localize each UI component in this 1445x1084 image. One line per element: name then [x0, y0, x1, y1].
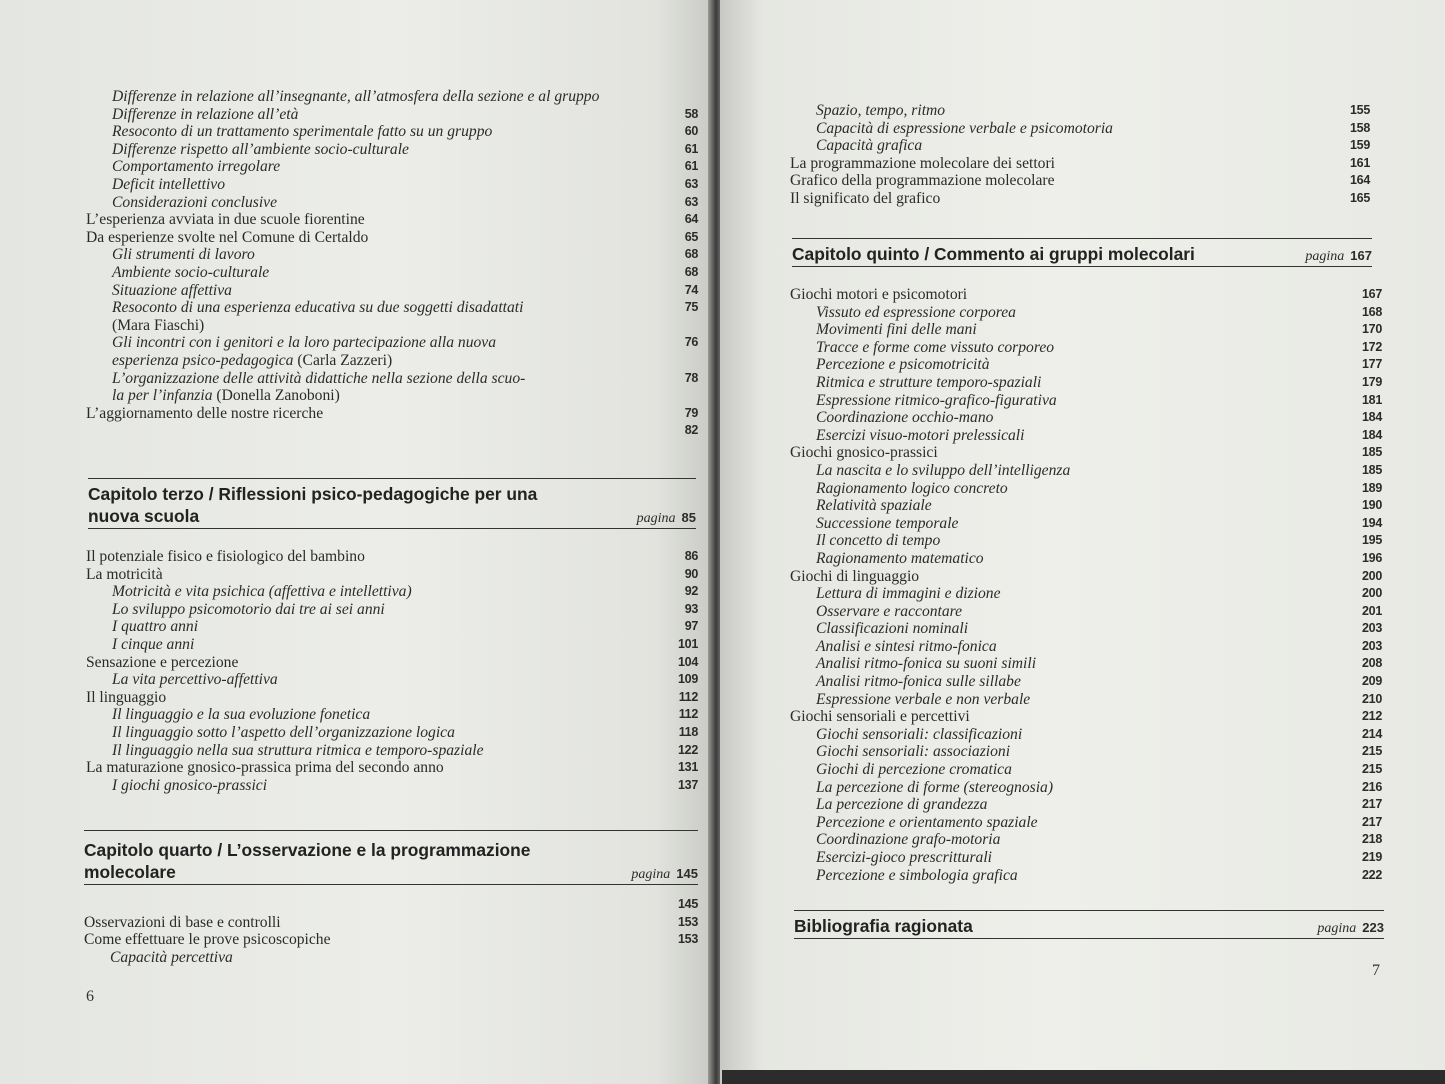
toc-entry — [86, 405, 698, 423]
toc-entry-page-number: 170 — [1362, 322, 1382, 337]
toc-entry-title: Coordinazione grafo-motoria — [816, 831, 1001, 849]
toc-entry-page-number: 153 — [678, 932, 698, 947]
toc-entry-title: Giochi motori e psicomotori — [790, 286, 968, 303]
toc-entry-title: Capacità grafica — [816, 137, 923, 155]
toc-entry — [790, 585, 1382, 603]
toc-entry-page-number: 58 — [684, 106, 698, 121]
toc-entry — [86, 370, 698, 388]
toc-entry — [790, 172, 1370, 190]
toc-entry — [86, 706, 698, 724]
toc-entry-page-number: 63 — [684, 176, 698, 191]
toc-entry-title: L’aggiornamento delle nostre ricerche — [86, 404, 324, 422]
toc-entry — [86, 566, 698, 584]
chapter-3-title-row — [88, 505, 696, 529]
toc-entry-title: La nascita e lo sviluppo dell’intelligenza — [816, 461, 1071, 479]
toc-entry — [86, 211, 698, 229]
toc-entry — [86, 176, 698, 194]
toc-entry-title: Gli incontri con i genitori e la loro partecipazione alla nuova — [112, 334, 497, 352]
toc-entry-page-number: 75 — [684, 300, 698, 315]
toc-entry-page-number: 185 — [1362, 445, 1382, 460]
toc-entry-page-number: 161 — [1350, 155, 1370, 170]
toc-entry-title: Ritmica e strutture temporo-spaziali — [816, 373, 1042, 391]
toc-entry-page-number: 212 — [1362, 709, 1382, 724]
toc-entry-title: La maturazione gnosico-prassica prima del secondo anno — [86, 759, 444, 777]
toc-entry — [86, 106, 698, 124]
bibliography-heading — [794, 910, 1384, 939]
toc-entry — [86, 88, 698, 106]
toc-entry-title-italic: la per l’infanzia — [112, 387, 217, 405]
toc-entry-page-number: 195 — [1362, 533, 1382, 548]
toc-entry-page-number: 63 — [684, 194, 698, 209]
toc-entry-page-number: 218 — [1362, 832, 1382, 847]
toc-entry-title: Comportamento irregolare — [112, 158, 281, 176]
toc-entry-title: Coordinazione occhio-mano — [816, 409, 994, 427]
toc-entry-page-number: 217 — [1362, 814, 1382, 829]
toc-entry-title-italic: esperienza psico-pedagogica — [112, 351, 298, 369]
toc-entry-page-number: 158 — [1350, 120, 1370, 135]
toc-entry-page-number: 185 — [1362, 462, 1382, 477]
toc-entry-page-number: 203 — [1362, 621, 1382, 636]
toc-entry-title: Esercizi-gioco prescritturali — [816, 849, 992, 866]
toc-entry-page-number: 172 — [1362, 339, 1382, 354]
chapter-4-page-number: 145 — [676, 866, 698, 881]
toc-entry-title: Differenze in relazione all’età — [112, 105, 299, 123]
toc-entry — [790, 409, 1382, 427]
toc-entry — [790, 796, 1382, 814]
toc-entry-title: Espressione verbale e non verbale — [816, 690, 1031, 708]
toc-entry — [790, 480, 1382, 498]
bibliography-row — [794, 911, 1384, 939]
toc-entry-page-number: 97 — [684, 619, 698, 634]
toc-entry — [790, 515, 1382, 533]
toc-entry-page-number: 61 — [684, 159, 698, 174]
toc-entry — [790, 620, 1382, 638]
toc-entry — [86, 123, 698, 141]
left-top-entries — [86, 88, 698, 440]
toc-entry-page-number: 92 — [684, 584, 698, 599]
toc-entry — [790, 321, 1382, 339]
toc-entry-page-number: 167 — [1362, 287, 1382, 301]
toc-entry — [84, 931, 698, 949]
toc-entry-title: Il concetto di tempo — [816, 532, 941, 550]
toc-entry — [790, 356, 1382, 374]
toc-entry — [86, 422, 698, 440]
toc-entry — [790, 603, 1382, 621]
toc-entry-page-number: 219 — [1362, 850, 1382, 864]
toc-entry-title: Da esperienze svolte nel Comune di Certaldo — [86, 228, 369, 246]
book-cover-edge — [722, 1070, 1445, 1084]
toc-entry — [790, 726, 1382, 744]
toc-entry-title: Considerazioni conclusive — [112, 193, 278, 211]
toc-entry — [790, 550, 1382, 568]
toc-entry-title: La programmazione molecolare dei settori — [790, 154, 1055, 172]
toc-entry-page-number: 86 — [684, 549, 698, 563]
toc-entry — [790, 849, 1382, 867]
toc-entry — [790, 339, 1382, 357]
chapter-5-title-row — [792, 239, 1372, 267]
toc-entry-title: Il potenziale fisico e fisiologico del bambino — [86, 548, 365, 565]
chapter-4-heading — [84, 830, 698, 885]
toc-entry-page-number: 90 — [684, 566, 698, 581]
chapter-5-page — [1305, 248, 1372, 265]
chapter-4-title-line1: Capitolo quarto / L’osservazione e la programmazione — [84, 840, 531, 860]
toc-entry-author: (Donella Zanoboni) — [216, 387, 340, 405]
toc-entry-title: Il significato del grafico — [790, 189, 941, 207]
toc-entry-title: Differenze in relazione all’insegnante, all’atmosfera della sezione e al gruppo — [112, 88, 600, 105]
toc-entry — [790, 102, 1370, 120]
toc-entry — [86, 601, 698, 619]
toc-entry-title: Esercizi visuo-motori prelessicali — [816, 426, 1025, 444]
chapter-3-entries — [86, 548, 698, 794]
toc-entry-title — [86, 352, 654, 370]
toc-entry-title: La percezione di grandezza — [816, 796, 988, 814]
toc-entry — [790, 691, 1382, 709]
toc-entry — [86, 229, 698, 247]
toc-entry-page-number: 215 — [1362, 744, 1382, 759]
toc-entry-title: Relatività spaziale — [816, 497, 932, 515]
toc-entry-page-number: 196 — [1362, 550, 1382, 565]
toc-entry-title: Giochi sensoriali: classificazioni — [816, 725, 1023, 743]
toc-entry-author: (Carla Zazzeri) — [297, 351, 393, 369]
toc-entry — [86, 742, 698, 760]
toc-entry-title: Gli strumenti di lavoro — [112, 246, 255, 264]
toc-entry — [790, 638, 1382, 656]
left-page-number: 6 — [86, 988, 94, 1005]
chapter-5-page-number: 167 — [1350, 248, 1372, 263]
toc-entry — [790, 532, 1382, 550]
toc-entry — [790, 743, 1382, 761]
toc-entry-title: Capacità percettiva — [110, 948, 233, 966]
toc-entry-page-number: 112 — [678, 707, 698, 722]
toc-entry — [790, 673, 1382, 691]
toc-entry-title: Capacità di espressione verbale e psicomotoria — [816, 119, 1113, 137]
toc-entry — [790, 779, 1382, 797]
toc-entry-page-number: 214 — [1362, 726, 1382, 741]
toc-entry-title: Tracce e forme come vissuto corporeo — [816, 338, 1055, 356]
toc-entry — [86, 583, 698, 601]
toc-entry-page-number: 68 — [684, 264, 698, 279]
toc-entry-page-number: 200 — [1362, 586, 1382, 601]
toc-entry-title: Percezione e psicomotricità — [816, 356, 990, 374]
toc-entry-page-number: 153 — [678, 914, 698, 929]
chapter-4-title-row — [84, 861, 698, 885]
chapter-3-title-line1: Capitolo terzo / Riflessioni psico-pedagogiche per una — [88, 484, 538, 504]
toc-entry-page-number: 104 — [678, 654, 698, 669]
toc-entry — [86, 352, 698, 370]
toc-entry-page-number: 101 — [678, 636, 698, 651]
pagina-label: pagina — [1305, 249, 1345, 264]
toc-entry — [86, 317, 698, 335]
toc-entry — [84, 914, 698, 932]
toc-entry-title: Ambiente socio-culturale — [112, 263, 270, 281]
chapter-5-title: Capitolo quinto / Commento ai gruppi molecolari — [792, 244, 1195, 264]
toc-entry-title: Percezione e orientamento spaziale — [816, 813, 1038, 831]
toc-entry-page-number: 216 — [1362, 779, 1382, 794]
chapter-5-entries — [790, 286, 1382, 884]
toc-entry-title: Giochi sensoriali: associazioni — [816, 743, 1011, 761]
toc-entry-title: Analisi e sintesi ritmo-fonica — [816, 637, 997, 655]
toc-entry-page-number: 159 — [1350, 138, 1370, 153]
toc-entry — [790, 190, 1370, 208]
toc-entry-page-number: 137 — [678, 777, 698, 792]
chapter-3-title-line2: nuova scuola — [88, 506, 200, 526]
toc-entry-title — [86, 387, 654, 405]
toc-entry — [84, 896, 698, 914]
left-page — [0, 0, 712, 1084]
toc-entry-title: Lo sviluppo psicomotorio dai tre ai sei anni — [112, 600, 385, 618]
toc-entry — [790, 708, 1382, 726]
toc-entry-page-number: 179 — [1362, 374, 1382, 389]
toc-entry-title: Giochi di linguaggio — [790, 567, 920, 585]
toc-entry-page-number: 82 — [684, 423, 698, 438]
toc-entry — [86, 689, 698, 707]
toc-entry — [86, 194, 698, 212]
toc-entry-title: Grafico della programmazione molecolare — [790, 172, 1055, 190]
toc-entry-page-number: 177 — [1362, 357, 1382, 372]
right-top-entries — [790, 102, 1370, 208]
toc-entry-page-number: 61 — [684, 141, 698, 156]
toc-entry-title: La vita percettivo-affettiva — [112, 671, 278, 689]
toc-entry — [86, 671, 698, 689]
toc-entry — [86, 654, 698, 672]
toc-entry-page-number: 145 — [678, 897, 698, 911]
toc-entry-title: (Mara Fiaschi) — [112, 316, 205, 334]
bibliography-page-number: 223 — [1362, 920, 1384, 935]
toc-entry-page-number: 209 — [1362, 674, 1382, 689]
toc-entry-title: Espressione ritmico-grafico-figurativa — [816, 391, 1057, 409]
toc-entry — [790, 392, 1382, 410]
toc-entry — [790, 814, 1382, 832]
chapter-3-heading — [88, 478, 696, 529]
toc-entry-page-number: 189 — [1362, 480, 1382, 495]
toc-entry — [790, 462, 1382, 480]
toc-entry-page-number: 74 — [684, 282, 698, 297]
toc-entry-page-number: 65 — [684, 229, 698, 244]
toc-entry-page-number: 78 — [684, 370, 698, 385]
toc-entry-title: Percezione e simbologia grafica — [816, 866, 1018, 884]
toc-entry-page-number: 64 — [684, 212, 698, 227]
toc-entry-page-number: 68 — [684, 247, 698, 262]
toc-entry — [86, 299, 698, 317]
toc-entry-title: Giochi sensoriali e percettivi — [790, 708, 970, 726]
toc-entry-page-number: 93 — [684, 601, 698, 616]
toc-entry-page-number: 131 — [678, 760, 698, 775]
toc-entry — [790, 568, 1382, 586]
toc-entry — [86, 759, 698, 777]
toc-entry — [790, 444, 1382, 462]
toc-entry-title: Il linguaggio nella sua struttura ritmica e temporo-spaziale — [112, 741, 484, 759]
toc-entry-page-number: 155 — [1350, 103, 1370, 117]
toc-entry-page-number: 79 — [684, 405, 698, 420]
toc-entry-title: Successione temporale — [816, 514, 959, 532]
toc-entry-page-number: 118 — [678, 724, 698, 739]
toc-entry-title: L’organizzazione delle attività didattiche nella sezione della scuo- — [112, 369, 526, 387]
toc-entry-title: Resoconto di una esperienza educativa su due soggetti disadattati — [112, 299, 524, 317]
toc-entry-title: Osservare e raccontare — [816, 602, 963, 620]
toc-entry — [790, 120, 1370, 138]
toc-entry-title: Vissuto ed espressione corporea — [816, 303, 1016, 321]
toc-entry — [790, 497, 1382, 515]
toc-entry — [86, 618, 698, 636]
toc-entry-page-number: 201 — [1362, 603, 1382, 618]
toc-entry — [86, 387, 698, 405]
toc-entry — [790, 655, 1382, 673]
toc-entry-page-number: 112 — [678, 689, 698, 704]
toc-entry-title: Il linguaggio — [86, 688, 167, 706]
toc-entry-page-number: 200 — [1362, 568, 1382, 583]
toc-entry-page-number: 215 — [1362, 762, 1382, 777]
toc-entry-title: Ragionamento matematico — [816, 549, 984, 567]
toc-entry-title: I cinque anni — [112, 635, 195, 653]
right-page-number: 7 — [1372, 962, 1380, 979]
chapter-4-title-line2: molecolare — [84, 862, 176, 882]
toc-entry-title: Situazione affettiva — [112, 281, 232, 299]
pagina-label: pagina — [1317, 921, 1357, 936]
toc-entry-title: Lettura di immagini e dizione — [816, 585, 1001, 603]
toc-entry-page-number: 217 — [1362, 797, 1382, 812]
toc-entry-page-number: 60 — [684, 124, 698, 139]
toc-entry — [790, 867, 1382, 885]
toc-entry — [86, 636, 698, 654]
toc-entry-title: L’esperienza avviata in due scuole fiorentine — [86, 211, 365, 229]
toc-entry-page-number: 168 — [1362, 304, 1382, 319]
right-page — [720, 0, 1445, 1084]
toc-entry — [790, 374, 1382, 392]
toc-entry — [86, 777, 698, 795]
toc-entry-page-number: 190 — [1362, 498, 1382, 513]
toc-entry-page-number: 203 — [1362, 638, 1382, 653]
toc-entry-page-number: 194 — [1362, 515, 1382, 530]
toc-entry-page-number: 210 — [1362, 691, 1382, 706]
toc-entry — [86, 548, 698, 566]
toc-entry-title: Resoconto di un trattamento sperimentale fatto su un gruppo — [112, 123, 493, 141]
toc-entry-title: I quattro anni — [112, 618, 199, 636]
chapter-4-entries — [84, 896, 698, 966]
toc-entry — [790, 304, 1382, 322]
toc-entry — [86, 141, 698, 159]
toc-entry — [86, 334, 698, 352]
toc-entry — [84, 949, 698, 967]
pagina-label: pagina — [636, 511, 676, 526]
toc-entry-title: Come effettuare le prove psicoscopiche — [84, 931, 331, 949]
toc-entry-title: Analisi ritmo-fonica sulle sillabe — [816, 673, 1021, 691]
toc-entry-title: Il linguaggio e la sua evoluzione fonetica — [112, 706, 371, 724]
toc-entry-page-number: 184 — [1362, 427, 1382, 442]
toc-entry — [790, 427, 1382, 445]
toc-entry-title: Motricità e vita psichica (affettiva e intellettiva) — [112, 583, 412, 601]
toc-entry-title: Spazio, tempo, ritmo — [816, 102, 946, 119]
toc-entry-title: Ragionamento logico concreto — [816, 479, 1008, 497]
toc-entry — [790, 155, 1370, 173]
toc-entry-title: Classificazioni nominali — [816, 620, 969, 638]
toc-entry — [86, 246, 698, 264]
toc-entry-title: La percezione di forme (stereognosia) — [816, 778, 1054, 796]
pagina-label: pagina — [631, 867, 671, 882]
toc-entry-title: Deficit intellettivo — [112, 175, 226, 193]
toc-entry — [86, 282, 698, 300]
toc-entry — [790, 831, 1382, 849]
toc-entry-page-number: 109 — [678, 672, 698, 687]
toc-entry-title: Analisi ritmo-fonica su suoni simili — [816, 655, 1037, 673]
toc-entry-page-number: 208 — [1362, 656, 1382, 671]
chapter-4-page — [631, 866, 698, 883]
toc-entry-title: I giochi gnosico-prassici — [112, 776, 268, 794]
toc-entry-title: Movimenti fini delle mani — [816, 321, 977, 339]
chapter-3-page-number: 85 — [681, 510, 696, 525]
toc-entry-page-number: 122 — [678, 742, 698, 757]
toc-entry — [790, 286, 1382, 304]
toc-entry-title: Giochi gnosico-prassici — [790, 444, 938, 462]
chapter-3-page — [637, 510, 696, 527]
toc-entry-title: Giochi di percezione cromatica — [816, 761, 1012, 779]
toc-entry-title: Differenze rispetto all’ambiente socio-culturale — [112, 140, 409, 158]
toc-entry — [86, 264, 698, 282]
bibliography-page — [1317, 920, 1384, 937]
toc-entry-page-number: 222 — [1362, 867, 1382, 882]
toc-entry-title: Osservazioni di base e controlli — [84, 913, 281, 931]
toc-entry — [86, 158, 698, 176]
toc-entry — [790, 137, 1370, 155]
toc-entry-page-number: 165 — [1350, 190, 1370, 205]
toc-entry-title: La motricità — [86, 565, 163, 583]
toc-entry-page-number: 181 — [1362, 392, 1382, 407]
toc-entry — [86, 724, 698, 742]
toc-entry — [790, 761, 1382, 779]
toc-entry-page-number: 164 — [1350, 173, 1370, 188]
toc-entry-title: Sensazione e percezione — [86, 653, 239, 671]
chapter-5-heading — [792, 238, 1372, 267]
toc-entry-page-number: 76 — [684, 335, 698, 350]
toc-entry-page-number: 184 — [1362, 410, 1382, 425]
bibliography-title: Bibliografia ragionata — [794, 916, 973, 936]
toc-entry-title: Il linguaggio sotto l’aspetto dell’organizzazione logica — [112, 723, 455, 741]
